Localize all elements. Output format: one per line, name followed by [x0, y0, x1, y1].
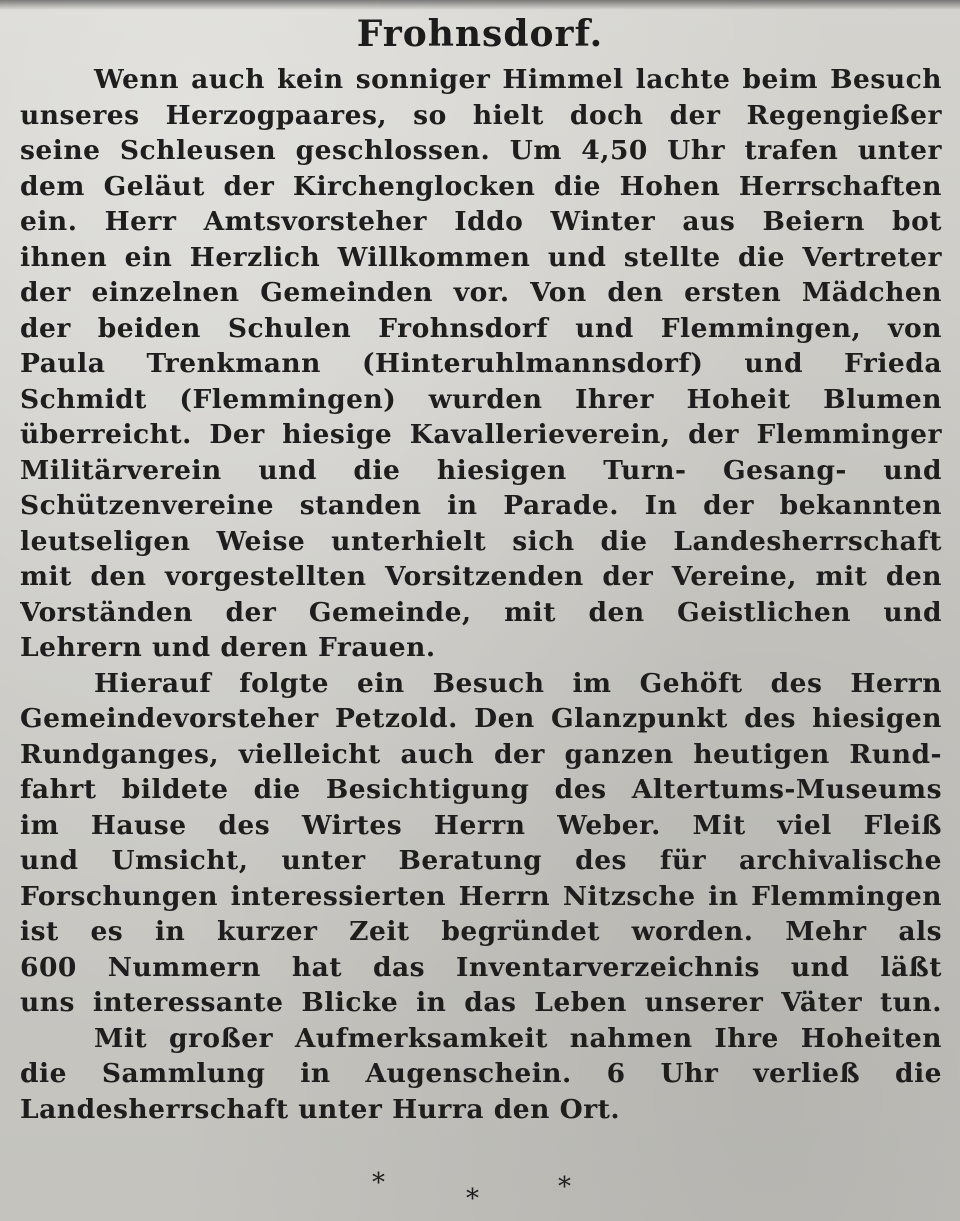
paragraph-2-line: ist es in kurzer Zeit begründet worden. Mehr als	[20, 916, 942, 947]
paragraph-2-line: und Umsicht, unter Beratung des für archivalische	[20, 845, 942, 876]
clipping-top-edge	[0, 0, 960, 10]
separator-asterisk: *	[558, 1172, 571, 1202]
paragraph-1-line: Militärverein und die hiesigen Turn- Gesang- und	[20, 454, 942, 486]
paragraph-1-line: dem Geläut der Kirchenglocken die Hohen Herrschaften	[20, 170, 942, 202]
separator-asterisk: *	[466, 1184, 479, 1214]
paragraph-2-line: fahrt bildete die Besichtigung des Altertums-Museums	[20, 774, 942, 805]
paragraph-1-line: Paula Trenkmann (Hinteruhlmannsdorf) und Frieda	[20, 348, 942, 379]
paragraph-2-line: Hierauf folgte ein Besuch im Gehöft des Herrn	[94, 667, 942, 699]
paragraph-3-line: Landesherrschaft unter Hurra den Ort.	[20, 1093, 621, 1125]
separator-asterisks	[0, 1168, 960, 1218]
paragraph-1-line: Vorständen der Gemeinde, mit den Geistlichen und	[20, 596, 942, 628]
separator-asterisk: *	[372, 1168, 385, 1198]
paragraph-1-line: der beiden Schulen Frohnsdorf und Flemmingen, von	[20, 312, 942, 344]
paragraph-1-line: Schmidt (Flemmingen) wurden Ihrer Hoheit Blumen	[20, 383, 942, 415]
paragraph-1-line: unseres Herzogpaares, so hielt doch der Regengießer	[20, 99, 942, 131]
paragraph-2-line: im Hause des Wirtes Herrn Weber. Mit viel Fleiß	[20, 809, 942, 841]
paragraph-1-line: überreicht. Der hiesige Kavallerieverein, der Flemminger	[20, 419, 942, 450]
paragraph-1-line: Wenn auch kein sonniger Himmel lachte beim Besuch	[94, 64, 942, 95]
paragraph-2-line: Gemeindevorsteher Petzold. Den Glanzpunkt des hiesigen	[20, 703, 942, 734]
paragraph-1-line: leutseligen Weise unterhielt sich die Landesherrschaft	[20, 525, 942, 557]
paragraph-1-line: Lehrern und deren Frauen.	[20, 632, 436, 663]
paragraph-1-line: ein. Herr Amtsvorsteher Iddo Winter aus Beiern bot	[20, 206, 942, 237]
paragraph-1-line: seine Schleusen geschlossen. Um 4,50 Uhr trafen unter	[20, 135, 942, 166]
paragraph-1-line: mit den vorgestellten Vorsitzenden der Vereine, mit den	[20, 561, 942, 592]
paragraph-2-line: Forschungen interessierten Herrn Nitzsche in Flemmingen	[20, 880, 942, 912]
paragraph-3-line: Mit großer Aufmerksamkeit nahmen Ihre Hoheiten	[94, 1022, 942, 1054]
paragraph-1-line: ihnen ein Herzlich Willkommen und stellte die Vertreter	[20, 241, 942, 273]
paragraph-2-line: 600 Nummern hat das Inventarverzeichnis und läßt	[20, 951, 942, 983]
paragraph-1-line: Schützenvereine standen in Parade. In der bekannten	[20, 490, 942, 521]
paragraph-3-line: die Sammlung in Augenschein. 6 Uhr verließ die	[20, 1058, 942, 1089]
paragraph-1-line: der einzelnen Gemeinden vor. Von den ersten Mädchen	[20, 277, 942, 308]
paragraph-2-line: Rundganges, vielleicht auch der ganzen heutigen Rund-	[20, 738, 942, 770]
paragraph-2-line: uns interessante Blicke in das Leben unserer Väter tun.	[20, 987, 942, 1018]
article-title: Frohnsdorf.	[356, 13, 604, 55]
article-body	[20, 62, 942, 1127]
